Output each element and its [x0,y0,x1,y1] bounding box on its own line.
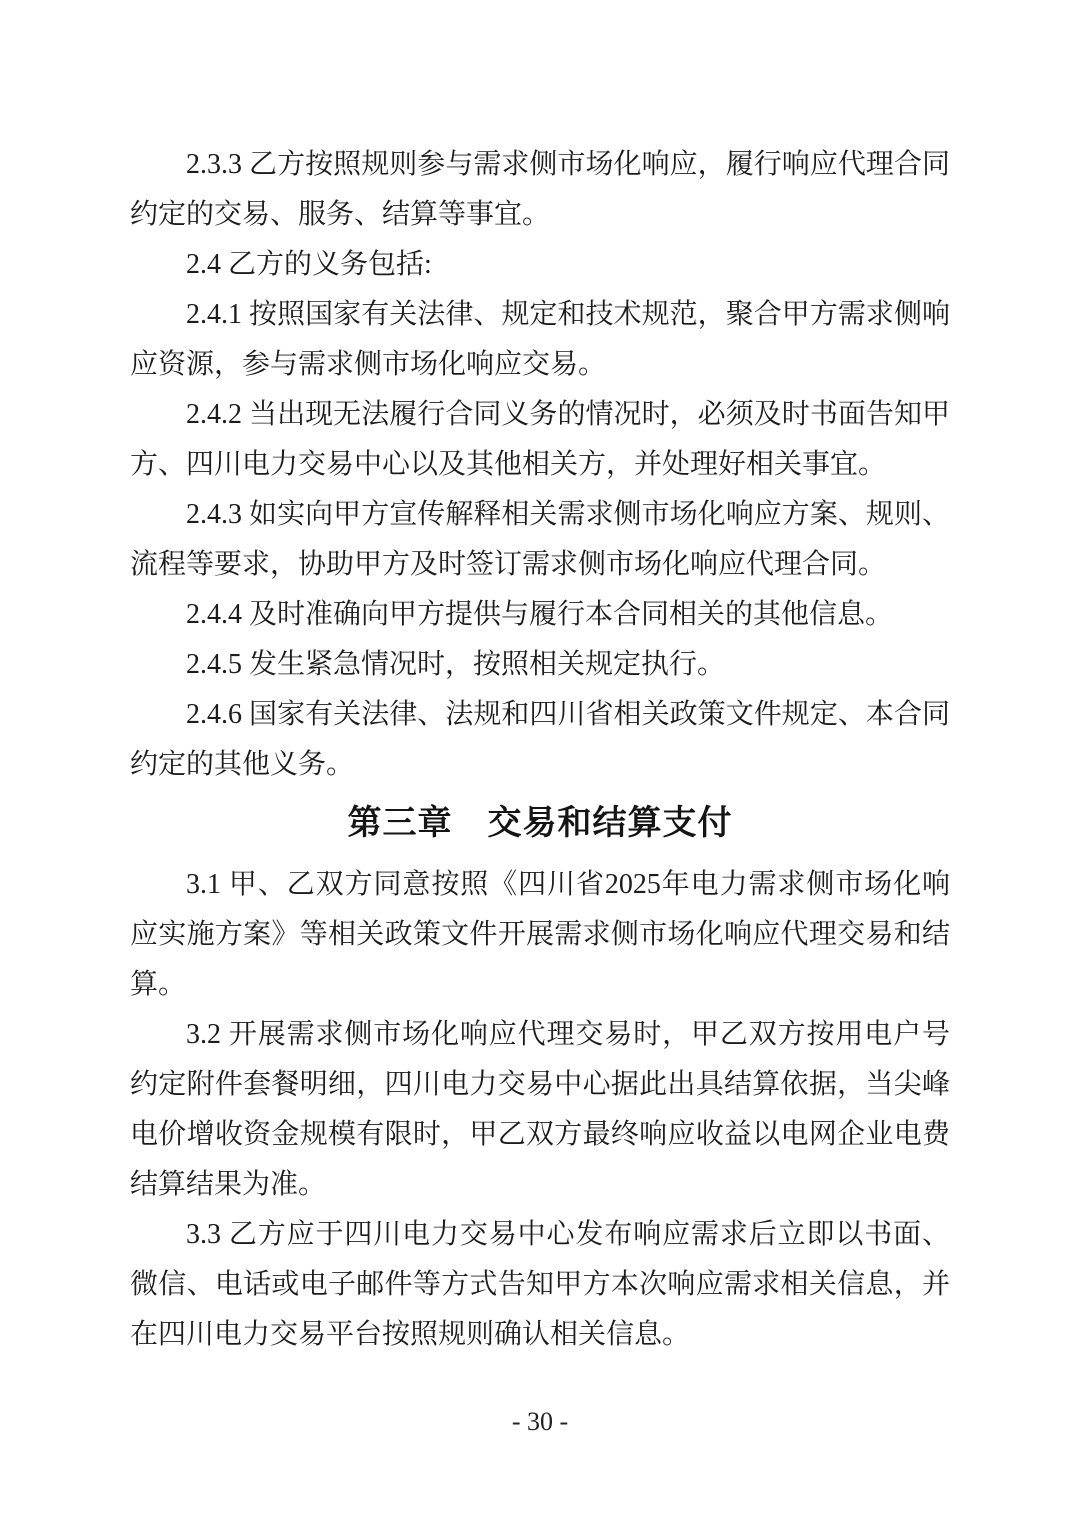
clause-3-3: 3.3 乙方应于四川电力交易中心发布响应需求后立即以书面、微信、电话或电子邮件等方式告知甲方本次响应需求相关信息，并在四川电力交易平台按照规则确认相关信息。 [130,1219,950,1350]
clause-2-4-1: 2.4.1 按照国家有关法律、规定和技术规范，聚合甲方需求侧响应资源，参与需求侧市场化响应交易。 [130,299,950,380]
clause-2-4-2: 2.4.2 当出现无法履行合同义务的情况时，必须及时书面告知甲方、四川电力交易中心以及其他相关方，并处理好相关事宜。 [130,399,950,480]
clause-2-4-4: 2.4.4 及时准确向甲方提供与履行本合同相关的其他信息。 [186,599,894,630]
page-number: - 30 - [511,1407,569,1436]
document-body [130,140,950,1360]
clause-2-4-3: 2.4.3 如实向甲方宣传解释相关需求侧市场化响应方案、规则、流程等要求，协助甲方及时签订需求侧市场化响应代理合同。 [130,499,950,580]
clause-2-4-6: 2.4.6 国家有关法律、法规和四川省相关政策文件规定、本合同约定的其他义务。 [130,699,950,780]
clause-2-4: 2.4 乙方的义务包括: [186,249,432,280]
clause-3-2: 3.2 开展需求侧市场化响应代理交易时，甲乙双方按用电户号约定附件套餐明细，四川电力交易中心据此出具结算依据，当尖峰电价增收资金规模有限时，甲乙双方最终响应收益以电网企业电费结算结果为准。 [130,1019,950,1200]
clause-3-1: 3.1 甲、乙双方同意按照《四川省2025年电力需求侧市场化响应实施方案》等相关政策文件开展需求侧市场化响应代理交易和结算。 [130,869,950,1000]
clause-2-3-3: 2.3.3 乙方按照规则参与需求侧市场化响应，履行响应代理合同约定的交易、服务、结算等事宜。 [130,149,950,230]
chapter-3-heading: 第三章 交易和结算支付 [347,804,733,842]
clause-2-4-5: 2.4.5 发生紧急情况时，按照相关规定执行。 [186,649,726,680]
